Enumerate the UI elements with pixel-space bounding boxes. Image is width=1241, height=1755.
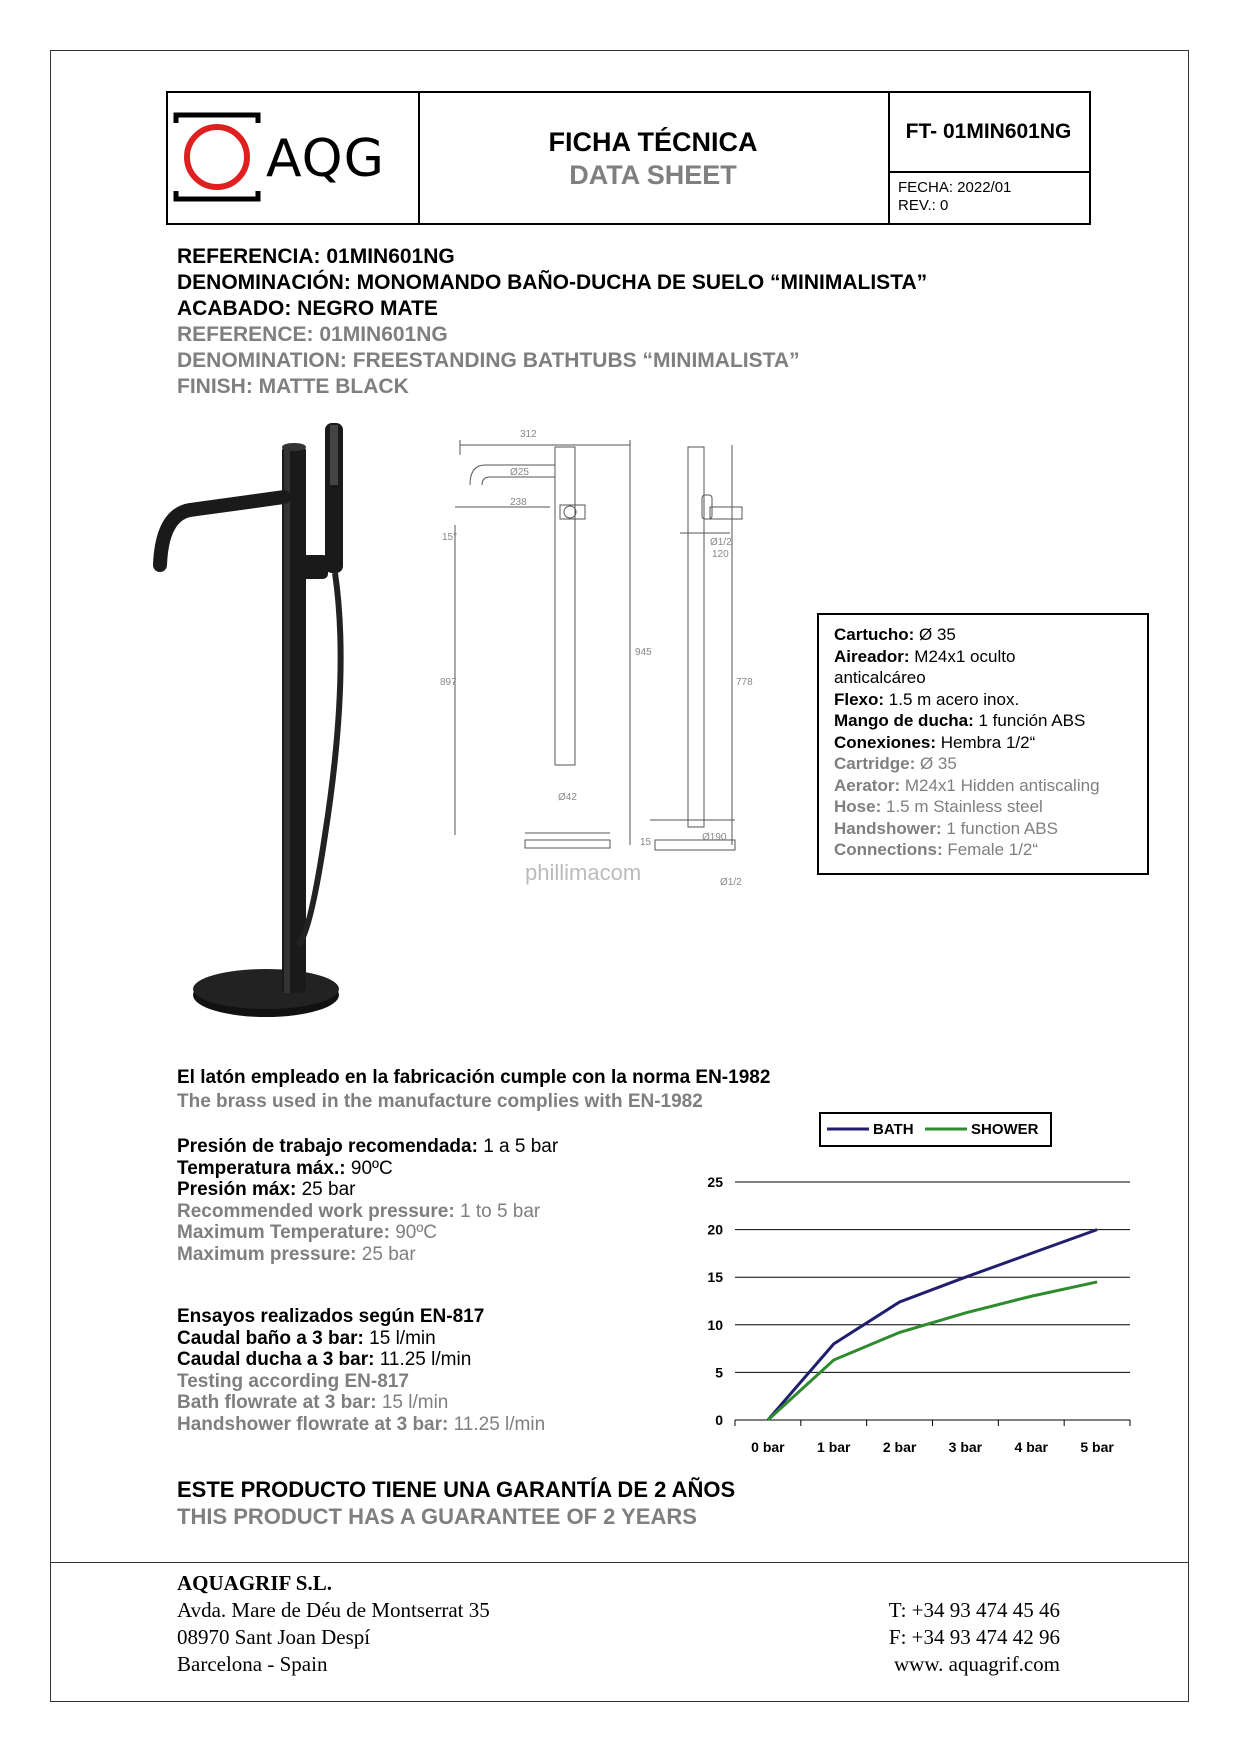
pressure-label: Temperatura máx.:	[177, 1157, 346, 1179]
dim-120: 120	[712, 549, 729, 560]
x-tick-label: 0 bar	[751, 1439, 785, 1455]
brass-es: El latón empleado en la fabricación cumple con la norma EN-1982	[177, 1067, 771, 1088]
spec-label: Aerator:	[834, 775, 901, 795]
spec-line	[834, 646, 1132, 668]
header-table	[166, 91, 1091, 225]
ref-es: REFERENCIA: 01MIN601NG	[177, 245, 455, 268]
ref-en: REFERENCE: 01MIN601NG	[177, 323, 448, 346]
title-cell	[418, 93, 890, 223]
logo-cell	[168, 93, 420, 223]
spec-line	[834, 753, 1132, 775]
pressure-label: Presión máx:	[177, 1179, 297, 1200]
watermark: phillimacom	[525, 860, 642, 885]
test-value: 11.25 l/min	[374, 1349, 472, 1370]
test-label: Ensayos realizados según EN-817	[177, 1306, 485, 1327]
dim-15: 15	[640, 837, 652, 848]
x-tick-label: 5 bar	[1080, 1439, 1114, 1455]
title-en: DATA SHEET	[569, 160, 737, 190]
doc-meta	[888, 173, 1089, 221]
test-label: Bath flowrate at 3 bar:	[177, 1392, 377, 1413]
dim-945: 945	[635, 647, 652, 658]
pressure-label: Maximum Temperature:	[177, 1222, 390, 1243]
phone: T: +34 93 474 45 46	[888, 1598, 1060, 1622]
den-es: DENOMINACIÓN: MONOMANDO BAÑO-DUCHA DE SUELO “MINIMALISTA”	[177, 271, 928, 294]
code-cell	[888, 93, 1089, 223]
dim-778: 778	[736, 677, 753, 688]
pressure-line	[177, 1244, 558, 1266]
spec-value: Ø 35	[914, 625, 956, 644]
guarantee-es: ESTE PRODUCTO TIENE UNA GARANTÍA DE 2 AÑOS	[177, 1477, 736, 1502]
series-line-shower	[768, 1282, 1097, 1420]
test-label: Testing according EN-817	[177, 1370, 409, 1392]
spec-value: Ø 35	[915, 754, 957, 773]
y-tick-label: 0	[715, 1412, 723, 1428]
address-line-3: Barcelona - Spain	[177, 1652, 328, 1676]
chart-legend	[819, 1112, 1052, 1147]
dim-312: 312	[520, 429, 537, 440]
test-value: 11.25 l/min	[448, 1413, 546, 1435]
company-name: AQUAGRIF S.L.	[177, 1571, 332, 1595]
y-tick-label: 5	[715, 1364, 723, 1381]
spec-label: Aireador:	[834, 646, 910, 666]
spec-value: 1.5 m Stainless steel	[881, 797, 1043, 816]
spec-label: Cartucho:	[834, 625, 915, 644]
test-label: Caudal ducha a 3 bar:	[177, 1349, 375, 1370]
dim-42: Ø42	[558, 792, 577, 803]
brass-en: The brass used in the manufacture complies with EN-1982	[177, 1091, 703, 1112]
address-line-2: 08970 Sant Joan Despí	[177, 1625, 371, 1649]
logo-text: AQG	[266, 129, 385, 189]
pressure-value: 1 to 5 bar	[454, 1200, 541, 1222]
pressure-line	[177, 1222, 558, 1244]
dim-190: Ø190	[702, 832, 727, 843]
dim-half: Ø1/2	[710, 537, 732, 548]
test-line	[177, 1328, 545, 1350]
test-line	[177, 1414, 545, 1436]
technical-drawing	[440, 425, 760, 895]
spec-label: Hose:	[834, 797, 882, 816]
spec-value: 1 función ABS	[973, 711, 1086, 730]
footer-address	[177, 1570, 490, 1678]
dim-half-2: Ø1/2	[720, 877, 742, 888]
address-line-1: Avda. Mare de Déu de Montserrat 35	[177, 1598, 490, 1622]
spec-value: 1 function ABS	[941, 818, 1058, 838]
x-tick-label: 2 bar	[882, 1439, 917, 1455]
website[interactable]: www. aquagrif.com	[893, 1652, 1060, 1676]
spec-line	[834, 818, 1132, 840]
doc-date: FECHA: 2022/01	[898, 179, 1012, 196]
y-tick-label: 15	[707, 1269, 723, 1286]
spec-line	[834, 732, 1132, 754]
dim-15deg: 15°	[442, 532, 458, 543]
pressure-value: 90ºC	[389, 1222, 438, 1243]
pressure-value: 1 a 5 bar	[477, 1136, 559, 1157]
doc-rev: REV.: 0	[898, 197, 949, 214]
spec-line	[834, 839, 1132, 861]
dim-25: Ø25	[510, 467, 529, 478]
product-photo	[150, 415, 380, 1025]
x-tick-label: 3 bar	[948, 1439, 983, 1455]
doc-code: FT- 01MIN601NG	[888, 93, 1089, 173]
x-tick-label: 4 bar	[1014, 1439, 1048, 1455]
guarantee-en: THIS PRODUCT HAS A GUARANTEE OF 2 YEARS	[177, 1504, 697, 1529]
spec-value: anticalcáreo	[834, 668, 926, 687]
spec-line	[834, 796, 1132, 818]
legend-label: SHOWER	[971, 1121, 1039, 1138]
footer-divider	[50, 1562, 1189, 1563]
spec-value: M24x1 oculto	[909, 646, 1016, 666]
spec-line	[834, 710, 1132, 732]
pressure-value: 25 bar	[356, 1243, 416, 1265]
x-tick-label: 1 bar	[817, 1439, 851, 1455]
acab-es: ACABADO: NEGRO MATE	[177, 297, 438, 320]
pressure-label: Recommended work pressure:	[177, 1200, 455, 1222]
spec-label: Cartridge:	[834, 754, 916, 773]
spec-label: Flexo:	[834, 689, 885, 709]
spec-value: Female 1/2“	[942, 840, 1039, 859]
pressure-line	[177, 1136, 558, 1158]
test-line	[177, 1349, 545, 1371]
guarantee-block	[177, 1476, 735, 1530]
test-label: Handshower flowrate at 3 bar:	[177, 1413, 449, 1435]
test-value: 15 l/min	[376, 1392, 449, 1413]
spec-box	[817, 613, 1149, 875]
spec-value: Hembra 1/2“	[936, 732, 1036, 752]
spec-label: Handshower:	[834, 818, 942, 838]
pressure-line	[177, 1201, 558, 1223]
pressure-label: Maximum pressure:	[177, 1243, 357, 1265]
den-en: DENOMINATION: FREESTANDING BATHTUBS “MINIMALISTA”	[177, 349, 800, 372]
dim-238: 238	[510, 497, 527, 508]
spec-label: Connections:	[834, 840, 943, 859]
tests-block	[177, 1306, 545, 1435]
legend-label: BATH	[873, 1121, 914, 1138]
test-line	[177, 1371, 545, 1393]
title-es: FICHA TÉCNICA	[548, 127, 758, 157]
test-line	[177, 1392, 545, 1414]
test-value: 15 l/min	[363, 1327, 436, 1349]
spec-line	[834, 667, 1132, 689]
spec-value: M24x1 Hidden antiscaling	[900, 775, 1100, 795]
y-tick-label: 25	[707, 1174, 723, 1190]
pressure-line	[177, 1158, 558, 1180]
dim-897: 897	[440, 677, 457, 688]
pressure-line	[177, 1179, 558, 1201]
pressure-value: 25 bar	[296, 1179, 356, 1200]
test-label: Caudal baño a 3 bar:	[177, 1327, 364, 1349]
pressure-value: 90ºC	[345, 1157, 393, 1179]
pressure-label: Presión de trabajo recomendada:	[177, 1136, 478, 1157]
footer-contact	[874, 1597, 1060, 1678]
spec-line	[834, 624, 1132, 646]
flow-chart	[690, 1170, 1150, 1460]
y-tick-label: 10	[707, 1316, 723, 1333]
fin-en: FINISH: MATTE BLACK	[177, 375, 409, 398]
pressure-block	[177, 1136, 558, 1265]
spec-line	[834, 689, 1132, 711]
spec-label: Conexiones:	[834, 732, 937, 752]
spec-value: 1.5 m acero inox.	[884, 689, 1020, 709]
reference-block	[177, 244, 927, 400]
y-tick-label: 20	[707, 1221, 723, 1238]
test-line	[177, 1306, 545, 1328]
fax: F: +34 93 474 42 96	[888, 1625, 1060, 1649]
spec-line	[834, 775, 1132, 797]
spec-label: Mango de ducha:	[834, 711, 974, 730]
